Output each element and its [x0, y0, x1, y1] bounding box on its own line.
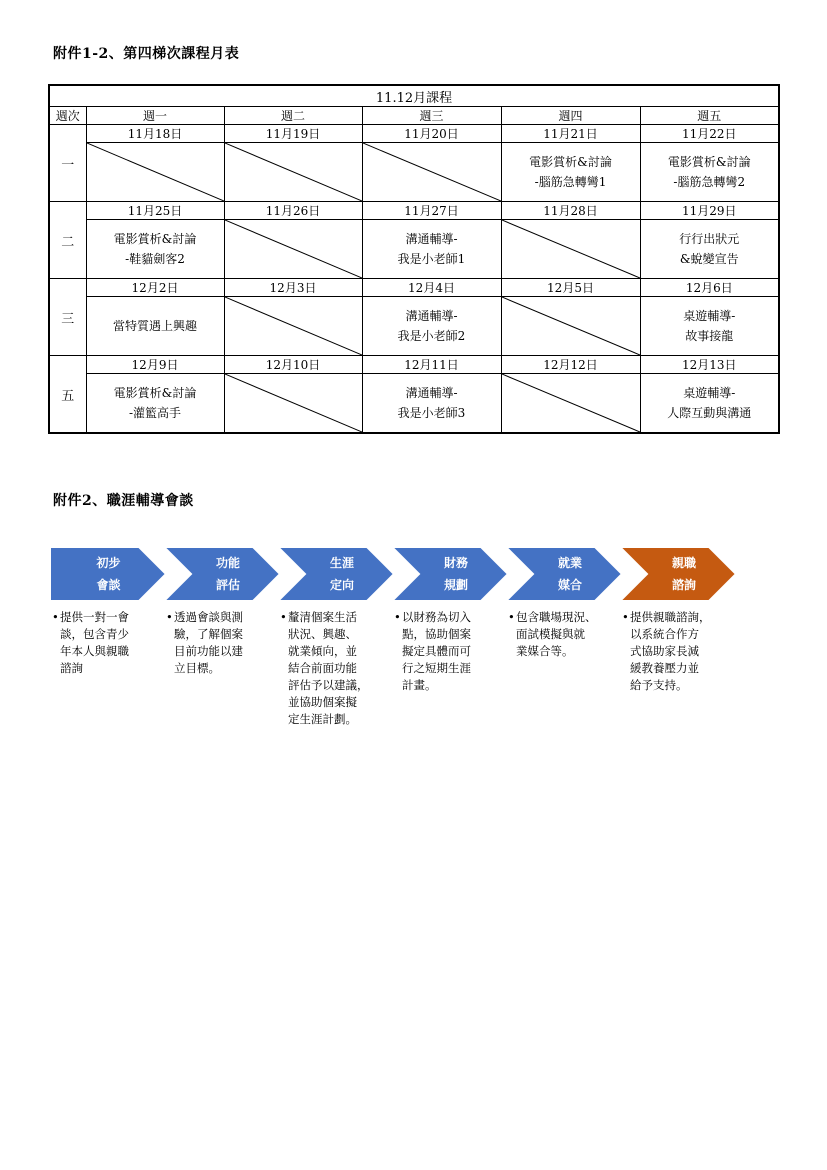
- step-label: [193, 547, 263, 601]
- description-line: 以財務為切入: [402, 610, 471, 624]
- description-line: 諮詢: [60, 661, 83, 675]
- activity-cell: [362, 297, 501, 356]
- date-cell: 12月4日: [362, 279, 501, 297]
- description-line: 計畫。: [402, 678, 437, 692]
- diagonal-line: [363, 143, 501, 201]
- date-cell: 12月3日: [224, 279, 362, 297]
- activity-cell: [640, 143, 779, 202]
- date-cell: 12月5日: [501, 279, 640, 297]
- empty-cell: [86, 143, 224, 202]
- step-description: [166, 609, 276, 677]
- step-description: [622, 609, 732, 694]
- date-cell: 12月11日: [362, 356, 501, 374]
- activity-cell: [640, 297, 779, 356]
- date-cell: 11月28日: [501, 202, 640, 220]
- career-heading: 附件2、職涯輔導會談: [53, 493, 194, 509]
- table-title: 11.12月課程: [49, 85, 779, 107]
- bullet: •: [280, 610, 287, 624]
- step-label-line: 財務: [443, 556, 468, 570]
- activity-text: 當特質遇上興趣: [112, 319, 197, 333]
- week-label: 三: [49, 279, 86, 356]
- date-cell: 11月22日: [640, 125, 779, 143]
- day-header: 週一: [86, 107, 224, 125]
- date-cell: 12月13日: [640, 356, 779, 374]
- activity-cell: [640, 374, 779, 434]
- description-line: 行之短期生涯: [402, 661, 471, 675]
- description-line: 提供一對一會: [60, 610, 129, 624]
- day-header: 週五: [640, 107, 779, 125]
- schedule-heading: 附件1-2、第四梯次課程月表: [53, 46, 240, 62]
- description-line: 並協助個案擬: [288, 695, 357, 709]
- description-line: 評估予以建議，: [288, 678, 369, 692]
- activity-text: -鞋貓劍客2: [125, 252, 185, 266]
- bullet: •: [622, 610, 629, 624]
- activity-text: 桌遊輔導-: [683, 386, 736, 400]
- week-label: 一: [49, 125, 86, 202]
- step-label-line: 定向: [329, 578, 354, 592]
- date-cell: 11月27日: [362, 202, 501, 220]
- description-line: 式協助家長減: [630, 644, 699, 658]
- date-cell: 12月12日: [501, 356, 640, 374]
- activity-text: 我是小老師3: [397, 406, 466, 420]
- step-description: [394, 609, 504, 694]
- activity-cell: [640, 220, 779, 279]
- diagonal-line: [225, 220, 362, 278]
- description-line: 面試模擬與就: [516, 627, 585, 641]
- week-label: 五: [49, 356, 86, 434]
- date-cell: 12月9日: [86, 356, 224, 374]
- diagonal-line: [502, 297, 640, 355]
- description-line: 狀況、興趣、: [288, 627, 357, 641]
- career-process-flow: [50, 547, 750, 601]
- step-description: [52, 609, 162, 677]
- day-header: 週三: [362, 107, 501, 125]
- description-line: 談，包含青少: [60, 627, 129, 641]
- activity-cell: [362, 220, 501, 279]
- diagonal-line: [502, 374, 640, 432]
- activity-text: 電影賞析&討論: [667, 155, 751, 169]
- step-label: [307, 547, 377, 601]
- activity-text: 我是小老師2: [397, 329, 466, 343]
- activity-text: 行行出狀元: [679, 232, 740, 246]
- step-label: [535, 547, 605, 601]
- activity-cell: [86, 220, 224, 279]
- description-line: 擬定具體而可: [402, 644, 471, 658]
- description-line: 定生涯計劃。: [288, 712, 357, 726]
- description-line: 結合前面功能: [288, 661, 357, 675]
- empty-cell: [362, 143, 501, 202]
- description-line: 緩教養壓力並: [630, 661, 699, 675]
- description-line: 以系統合作方: [630, 627, 699, 641]
- week-label: 二: [49, 202, 86, 279]
- activity-text: 溝通輔導-: [405, 309, 458, 323]
- activity-text: -腦筋急轉彎1: [534, 175, 607, 189]
- step-label-line: 規劃: [443, 578, 468, 592]
- activity-cell: [362, 374, 501, 434]
- description-line: 釐清個案生活: [288, 610, 357, 624]
- step-label: [74, 547, 144, 601]
- activity-text: -腦筋急轉彎2: [673, 175, 746, 189]
- step-label-line: 評估: [215, 578, 240, 592]
- course-schedule-table: [48, 84, 780, 434]
- bullet: •: [166, 610, 173, 624]
- date-cell: 12月10日: [224, 356, 362, 374]
- activity-cell: [86, 297, 224, 356]
- bullet: •: [52, 610, 59, 624]
- week-header: 週次: [49, 107, 86, 125]
- activity-text: -灌籃高手: [128, 406, 182, 420]
- step-label-line: 媒合: [557, 578, 582, 592]
- description-line: 提供親職諮詢，: [630, 610, 711, 624]
- diagonal-line: [225, 297, 362, 355]
- diagonal-line: [225, 374, 362, 432]
- date-cell: 11月19日: [224, 125, 362, 143]
- description-line: 業媒合等。: [516, 644, 574, 658]
- description-line: 透過會談與測: [174, 610, 243, 624]
- step-label-line: 親職: [671, 556, 696, 570]
- description-line: 就業傾向，並: [288, 644, 357, 658]
- activity-text: 電影賞析&討論: [529, 155, 612, 169]
- date-cell: 11月29日: [640, 202, 779, 220]
- step-label-line: 就業: [557, 556, 582, 570]
- description-line: 年本人與親職: [60, 644, 129, 658]
- empty-cell: [501, 297, 640, 356]
- activity-text: 電影賞析&討論: [113, 386, 197, 400]
- day-header: 週二: [224, 107, 362, 125]
- empty-cell: [224, 297, 362, 356]
- date-cell: 12月6日: [640, 279, 779, 297]
- date-cell: 11月21日: [501, 125, 640, 143]
- activity-text: 故事接龍: [685, 329, 734, 343]
- activity-cell: [501, 143, 640, 202]
- activity-cell: [86, 374, 224, 434]
- activity-text: 電影賞析&討論: [113, 232, 197, 246]
- date-cell: 11月25日: [86, 202, 224, 220]
- step-description: [508, 609, 618, 660]
- description-line: 目前功能以建: [174, 644, 243, 658]
- activity-text: &蛻變宣告: [679, 252, 739, 266]
- step-label-line: 會談: [96, 578, 121, 592]
- date-cell: 11月26日: [224, 202, 362, 220]
- bullet: •: [394, 610, 401, 624]
- empty-cell: [224, 143, 362, 202]
- activity-text: 溝通輔導-: [405, 386, 458, 400]
- description-line: 立目標。: [174, 661, 220, 675]
- step-label-line: 生涯: [329, 556, 354, 570]
- step-label-line: 初步: [96, 556, 121, 570]
- activity-text: 我是小老師1: [397, 252, 466, 266]
- bullet: •: [508, 610, 515, 624]
- activity-text: 桌遊輔導-: [683, 309, 736, 323]
- description-line: 給予支持。: [630, 678, 688, 692]
- step-description: [280, 609, 390, 728]
- step-label: [421, 547, 491, 601]
- diagonal-line: [502, 220, 640, 278]
- activity-text: 人際互動與溝通: [667, 406, 752, 420]
- diagonal-line: [225, 143, 362, 201]
- step-label-line: 諮詢: [671, 578, 696, 592]
- empty-cell: [501, 220, 640, 279]
- description-line: 驗，了解個案: [174, 627, 243, 641]
- empty-cell: [501, 374, 640, 434]
- empty-cell: [224, 374, 362, 434]
- date-cell: 11月18日: [86, 125, 224, 143]
- step-label: [649, 547, 719, 601]
- date-cell: 11月20日: [362, 125, 501, 143]
- description-line: 包含職場現況、: [516, 610, 597, 624]
- day-header: 週四: [501, 107, 640, 125]
- step-label-line: 功能: [215, 556, 240, 570]
- date-cell: 12月2日: [86, 279, 224, 297]
- activity-text: 溝通輔導-: [405, 232, 458, 246]
- description-line: 點，協助個案: [402, 627, 471, 641]
- empty-cell: [224, 220, 362, 279]
- diagonal-line: [87, 143, 224, 201]
